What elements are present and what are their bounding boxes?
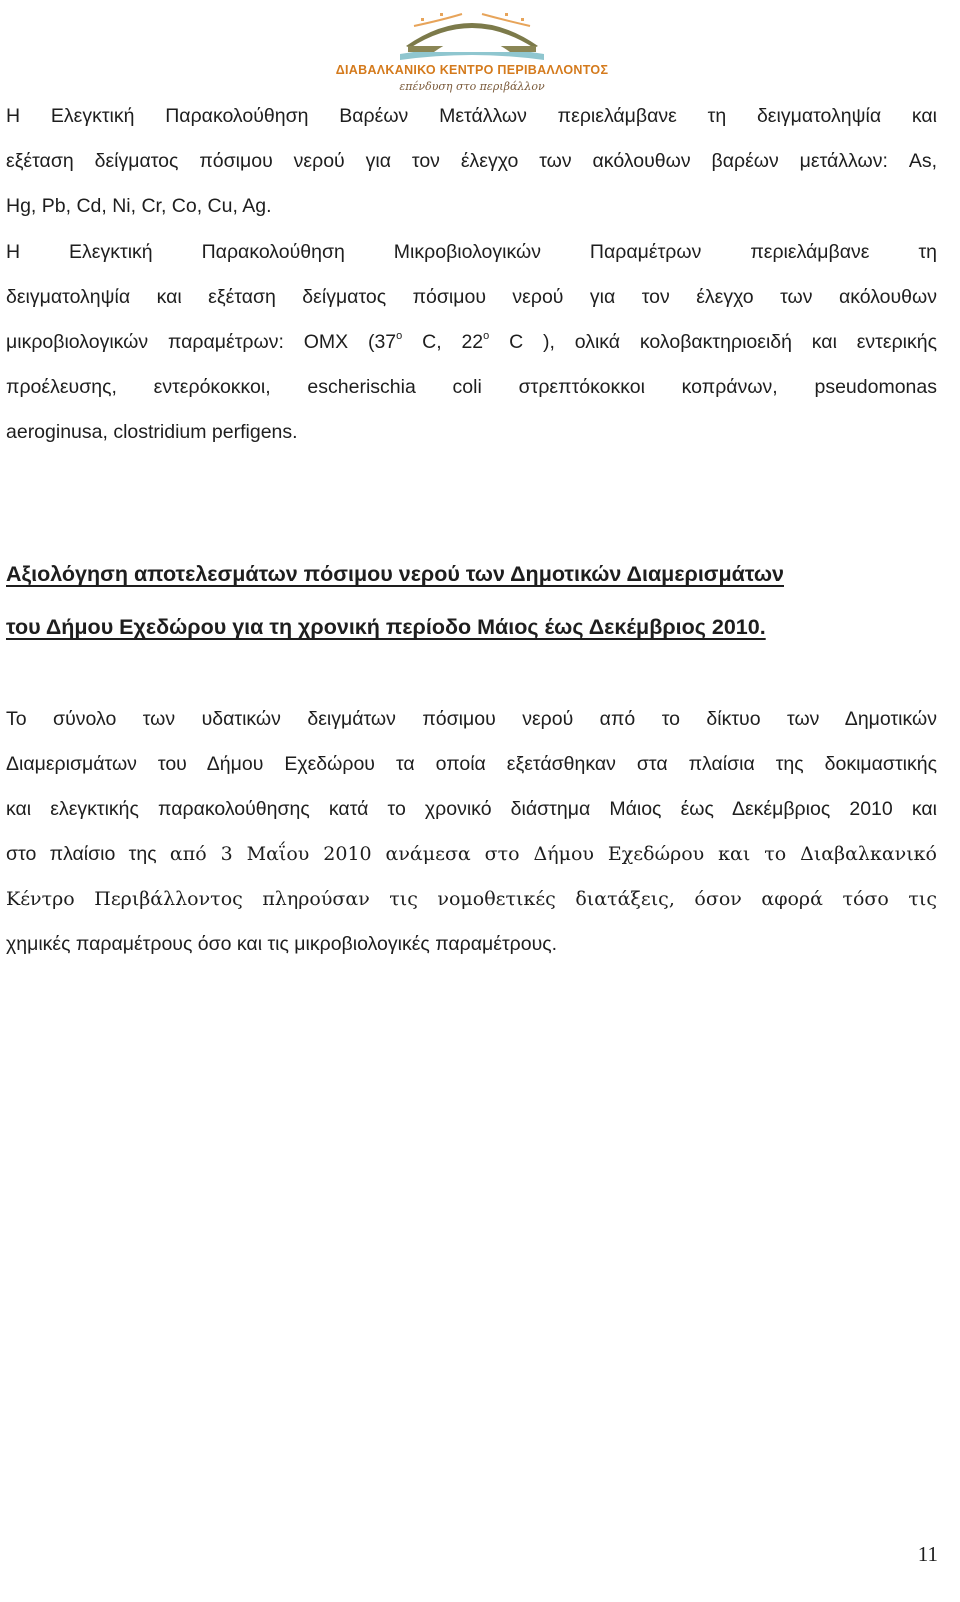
degree-superscript: ο — [396, 330, 403, 342]
text-span: μικροβιολογικών παραμέτρων: ΟΜΧ (37 — [6, 331, 397, 353]
paragraph-line: χημικές παραμέτρους όσο και τις μικροβιολογικές παραμέτρους. — [6, 933, 558, 955]
bridge-logo-icon — [322, 2, 622, 64]
paragraph-line: δειγματοληψία και εξέταση δείγματος πόσιμου νερού για τον έλεγχο των ακόλουθων — [6, 286, 937, 308]
paragraph-line: και ελεγκτικής παρακολούθησης κατά το χρονικό διάστημα Μάιος έως Δεκέμβριος 2010 και — [6, 798, 937, 820]
heading-line: του Δήμου Εχεδώρου για τη χρονική περίοδο Μάιος έως Δεκέμβριος 2010. — [6, 615, 766, 639]
logo-slogan: επένδυση στο περιβάλλον — [399, 80, 545, 93]
paragraph-line: Η Ελεγκτική Παρακολούθηση Μικροβιολογικών Παραμέτρων περιελάμβανε τη — [6, 241, 937, 263]
text-span: C, 22 — [402, 331, 484, 353]
paragraph-line: Η Ελεγκτική Παρακολούθηση Βαρέων Μετάλλων περιελάμβανε τη δειγματοληψία και — [6, 105, 937, 127]
paragraph-line: Το σύνολο των υδατικών δειγμάτων πόσιμου νερού από το δίκτυο των Δημοτικών — [6, 708, 937, 730]
paragraph-heavy-metals — [6, 94, 937, 229]
section-heading — [6, 548, 937, 654]
paragraph-line: aeroginusa, clostridium perfigens. — [6, 421, 298, 443]
paragraph-line: εξέταση δείγματος πόσιμου νερού για τον έλεγχο των ακόλουθων βαρέων μετάλλων: As, — [6, 150, 937, 172]
paragraph-line: Διαμερισμάτων του Δήμου Εχεδώρου τα οποία εξετάσθηκαν στα πλαίσια της δοκιμαστικής — [6, 753, 937, 775]
paragraph-microbiological — [6, 230, 937, 455]
paragraph-line — [6, 832, 937, 877]
paragraph-line: Κέντρο Περιβάλλοντος πληρούσαν τις νομοθετικές διατάξεις, όσον αφορά τόσο τις — [6, 888, 937, 910]
paragraph-line — [6, 320, 937, 365]
degree-superscript: ο — [483, 330, 490, 342]
text-span: C ), ολικά κολοβακτηριοειδή και εντερικής — [489, 331, 937, 353]
paragraph-line: Hg, Pb, Cd, Ni, Cr, Co, Cu, Ag. — [6, 195, 272, 217]
page-number: 11 — [917, 1542, 938, 1566]
organization-logo — [322, 2, 622, 98]
paragraph-evaluation — [6, 697, 937, 967]
heading-line: Αξιολόγηση αποτελεσμάτων πόσιμου νερού των Δημοτικών Διαμερισμάτων — [6, 562, 784, 586]
paragraph-line: προέλευσης, εντερόκοκκοι, escherischia coli στρεπτόκοκκοι κοπράνων, pseudomonas — [6, 376, 937, 398]
text-span: στο πλαίσιο της — [6, 843, 170, 865]
text-span: από 3 Μαΐου 2010 ανάμεσα στο Δήμου Εχεδώρου και το Διαβαλκανικό — [169, 843, 937, 865]
logo-title: ΔΙΑΒΑΛΚΑΝΙΚΟ ΚΕΝΤΡΟ ΠΕΡΙΒΑΛΛΟΝΤΟΣ — [335, 63, 609, 77]
